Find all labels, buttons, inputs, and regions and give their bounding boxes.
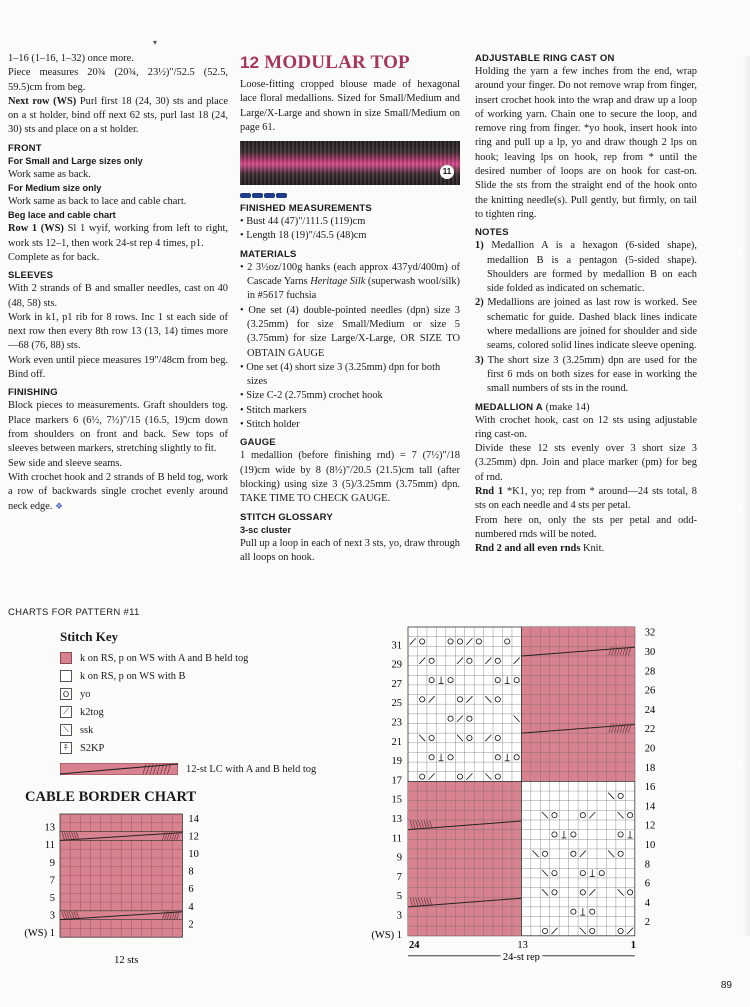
heading-sub: (make 14) (542, 401, 590, 413)
key-row (60, 703, 390, 721)
section-heading: STITCH GLOSSARY (240, 511, 333, 523)
list-item: • Length 18 (19)"/45.5 (48)cm (240, 230, 367, 242)
row-label: 7 (396, 871, 402, 883)
column-left (8, 52, 228, 515)
body-text: Purl first 18 (24, 30) sts and place on a st holder, bind off next 62 sts, purl last 18 (24, 30) sts and place on a st holder. (8, 95, 228, 136)
row-label: 12 (188, 831, 199, 843)
paragraph: Holding the yarn a few inches from the end, wrap around your finger. Do not remove wrap from finger, insert crochet hook into the wrap and draw up a loop of working yarn. Chain one to secure the loop, and remove ring from finger. *yo hook, insert hook into ring and pull up a lp, yo and draw though 2 lps on hook; leaving lps on hook, rep from * until the desired number of loops are on hook for cast-on. Slide the sts from the straight end of the hook onto the knitting needle(s). Pull gently, but firmly, on tail to tighten ring. (475, 66, 697, 220)
list-item: • Stitch holder (240, 419, 300, 431)
row-label: 10 (644, 839, 656, 851)
paragraph: Pull up a loop in each of next 3 sts, yo, draw through all loops on hook. (240, 537, 460, 563)
paragraph: From here on, only the sts per petal and odd-numbered rnds will be noted. (475, 514, 697, 540)
row-label: (WS) 1 (371, 929, 402, 941)
row-label: 9 (49, 857, 55, 869)
key-label: ssk (80, 724, 94, 736)
section-heading: MATERIALS (240, 248, 297, 260)
skill-badge: 11 (440, 165, 454, 179)
section-heading: ADJUSTABLE RING CAST ON (475, 53, 615, 64)
row-label: 5 (396, 891, 402, 903)
notes-list (475, 239, 697, 396)
row-label: 15 (391, 794, 402, 806)
paragraph: Block pieces to measurements. Graft shoulders tog. Place markers 6 (6½, 7½)"/15 (16.5, 19)cm down from shoulders on front and back. Sew tops of sleeves between markers, stretching slightly to fit. (8, 400, 228, 455)
row-label: 22 (644, 724, 656, 736)
col-label: 24 (409, 939, 420, 951)
cable-key-icon (60, 763, 178, 775)
body-text: Sl 1 wyif, working from left to right, work sts 12–1, then work 24-st rep 4 times, p1. (8, 223, 228, 249)
row-label: 31 (391, 640, 402, 652)
finished-list (240, 215, 460, 244)
key-label: k2tog (80, 706, 104, 718)
paragraph (475, 485, 697, 514)
end-mark-icon: ❖ (55, 501, 64, 512)
row-label: 3 (396, 910, 402, 922)
column-middle (240, 52, 460, 565)
list-item: • One set (4) short size 3 (3.25mm) dpn for both sizes (240, 361, 441, 388)
row-label: 8 (188, 866, 194, 878)
row-label: 5 (49, 893, 55, 904)
row-label: 24 (644, 704, 656, 716)
key-row (60, 649, 390, 667)
pattern-title (240, 52, 460, 74)
yarn-swatch-photo (240, 141, 460, 185)
row-label: 11 (44, 840, 55, 852)
width-label: 12 sts (114, 955, 139, 967)
stitch-key-title: Stitch Key (60, 629, 119, 644)
paragraph: Piece measures 20¾ (20¾, 23½)"/52.5 (52.5, 59.5)cm from beg. (8, 67, 228, 93)
subheading: 3-sc cluster (240, 524, 292, 535)
pattern-intro: Loose-fitting cropped blouse made of hexagonal lace floral medallions. Sized for Small/Medium and Large/X-Large and shown in size Small/Medium on page 61. (240, 79, 460, 133)
col-label: 1 (630, 939, 637, 951)
row-label: 18 (644, 762, 656, 774)
lead-text: Next row (WS) (8, 95, 77, 107)
page-mark: ▾ (153, 38, 158, 47)
row-label: 7 (49, 875, 55, 887)
section-heading: FINISHING (8, 387, 58, 399)
row-label: 6 (188, 884, 194, 896)
row-label: 11 (391, 833, 402, 845)
section-heading: SLEEVES (8, 270, 54, 282)
row-label: 32 (644, 627, 656, 639)
pattern-number: 12 (240, 53, 260, 72)
row-label: (WS) 1 (24, 928, 55, 940)
paragraph (475, 542, 697, 556)
paragraph: Complete as for back. (8, 251, 100, 263)
note-text: The short size 3 (3.25mm) dpn are used for the first 6 rnds on both sizes for ease in working the small numbers of sts in the round. (483, 354, 697, 395)
col-label: 13 (517, 939, 528, 951)
row-label: 30 (644, 646, 656, 658)
section-heading (475, 401, 697, 414)
note-number: 3) (475, 354, 484, 366)
paragraph: Work same as back. (8, 168, 91, 180)
section-heading: FINISHED MEASUREMENTS (240, 203, 372, 215)
section-heading: FRONT (8, 142, 42, 154)
key-label: k on RS, p on WS with B (80, 670, 186, 682)
ssk-icon: ⟍ (60, 724, 72, 736)
lead-text: Row 1 (WS) (8, 223, 64, 235)
row-label: 27 (391, 678, 402, 690)
section-heading: NOTES (475, 227, 509, 239)
body-text: With crochet hook and 2 strands of B held tog, work a row of backwards single crochet evenly around neck edge. (8, 471, 228, 513)
materials-list (240, 261, 460, 433)
row-label: 14 (644, 801, 656, 813)
row-label: 2 (644, 917, 651, 929)
row-label: 4 (644, 897, 651, 909)
list-item: • One set (4) double-pointed needles (dpn) size 3 (3.25mm) for size Small/Medium or size 5 (3.75mm) for size Large/X-Large, OR SIZE TO OBTAIN GAUGE (240, 304, 460, 359)
key-label: yo (80, 688, 91, 700)
body-text: (superwash wool/silk) in #5617 fuchsia (247, 276, 460, 302)
k2tog-icon: ⟋ (60, 706, 72, 718)
note-number: 2) (475, 297, 484, 309)
key-label: S2KP (80, 742, 105, 754)
charts-header: CHARTS FOR PATTERN #11 (8, 607, 140, 618)
paragraph: With crochet hook, cast on 12 sts using adjustable ring cast-on. (475, 414, 697, 440)
row-label: 13 (391, 814, 402, 825)
note-text: Medallion A is a hexagon (6-sided shape), medallion B is a pentagon (5-sided shape). Shoulders are formed by medallion B on each side folded as indicated on schematic. (483, 240, 697, 295)
body-text: Knit. (580, 543, 605, 555)
section-heading: GAUGE (240, 437, 276, 449)
row-label: 3 (49, 910, 55, 922)
row-label: 13 (44, 822, 55, 834)
skill-level-icon (240, 193, 460, 198)
body-text: • 2 3½oz/100g hanks (each approx 437yd/400m) of Cascade Yarns (240, 261, 460, 288)
paragraph (8, 222, 228, 251)
heading-text: MEDALLION A (475, 401, 543, 413)
paragraph: Divide these 12 sts evenly over 3 short size 3 (3.25mm) dpn. Join and place marker (pm) for beg of rnd. (475, 443, 697, 483)
subheading: For Small and Large sizes only (8, 155, 143, 166)
row-label: 10 (188, 849, 199, 860)
rep-label: 24-st rep (502, 951, 540, 962)
key-label: 12-st LC with A and B held tog (186, 763, 317, 775)
key-row (60, 667, 390, 685)
row-label: 26 (644, 685, 656, 697)
row-label: 28 (644, 666, 656, 678)
row-label: 23 (391, 717, 402, 729)
row-label: 4 (188, 901, 194, 913)
paragraph: Sew side and sleeve seams. (8, 457, 122, 469)
row-label: 20 (644, 743, 656, 755)
list-item: • Size C-2 (2.75mm) crochet hook (240, 390, 383, 402)
key-row (60, 685, 390, 703)
paragraph: With 2 strands of B and smaller needles, cast on 40 (48, 58) sts. (8, 283, 228, 309)
key-swatch-white (60, 670, 72, 682)
row-label: 14 (188, 813, 199, 825)
paragraph: 1 medallion (before finishing rnd) = 7 (7½)"/18 (19)cm wide by 8 (8½)"/20.5 (21.5)cm tall (after blocking) using size 3 (5)/3.25mm (3.75mm) dpn. TAKE TIME TO CHECK GAUGE. (240, 450, 460, 505)
row-label: 8 (644, 859, 651, 871)
paragraph: Work same as back to lace and cable chart. (8, 196, 187, 208)
row-label: 12 (644, 820, 656, 832)
s2kp-icon: ⍏ (60, 742, 72, 754)
note-item (475, 296, 697, 353)
row-label: 9 (396, 852, 402, 864)
paragraph (8, 95, 228, 138)
lace-cable-chart (360, 622, 660, 962)
body-text: *K1, yo; rep from * around—24 sts total, 8 sts on each needle and 4 sts per petal. (475, 486, 697, 512)
paragraph: 1–16 (1–16, 1–32) once more. (8, 53, 134, 64)
list-item (240, 261, 460, 304)
row-label: 21 (391, 736, 402, 748)
subheading: Beg lace and cable chart (8, 210, 116, 221)
list-item: • Stitch markers (240, 404, 307, 416)
subheading: For Medium size only (8, 183, 102, 194)
yarn-name: Heritage Silk (310, 276, 366, 288)
row-label: 19 (391, 756, 402, 768)
lead-text: Rnd 2 and all even rnds (475, 543, 581, 555)
lead-text: Rnd 1 (475, 486, 504, 498)
yo-icon: O (60, 688, 72, 700)
paragraph: Work in k1, p1 rib for 8 rows. Inc 1 st each side of next row then every 8th row 13 (13, 14) times more—68 (76, 88) sts. (8, 311, 228, 352)
key-label: k on RS, p on WS with A and B held tog (80, 652, 249, 664)
row-label: 29 (391, 659, 402, 671)
key-row (60, 721, 390, 739)
page-bleed (742, 56, 750, 936)
paragraph (8, 471, 228, 515)
cable-chart-title: CABLE BORDER CHART (25, 789, 197, 805)
note-number: 1) (475, 240, 484, 252)
row-label: 16 (644, 782, 656, 794)
note-item (475, 239, 697, 296)
row-label: 25 (391, 698, 402, 710)
row-label: 6 (644, 878, 651, 890)
list-item: • Bust 44 (47)"/111.5 (119)cm (240, 216, 366, 228)
pattern-name: MODULAR TOP (259, 52, 410, 73)
column-right (475, 52, 697, 557)
stitch-key (60, 629, 390, 779)
row-label: 2 (188, 919, 194, 931)
key-row (60, 759, 390, 779)
note-text: Medallions are joined as last row is worked. See schematic for guide. Dashed black lines indicate where medallions are joined for shoulder and side seams, colored solid lines indicate sleeve opening. (483, 297, 697, 352)
key-row (60, 739, 390, 757)
note-item (475, 354, 697, 397)
cable-border-chart (8, 810, 208, 990)
row-label: 17 (391, 775, 402, 787)
paragraph: Work even until piece measures 19"/48cm from beg. Bind off. (8, 354, 228, 381)
page-number: 89 (720, 980, 732, 991)
key-swatch-pink (60, 652, 72, 664)
